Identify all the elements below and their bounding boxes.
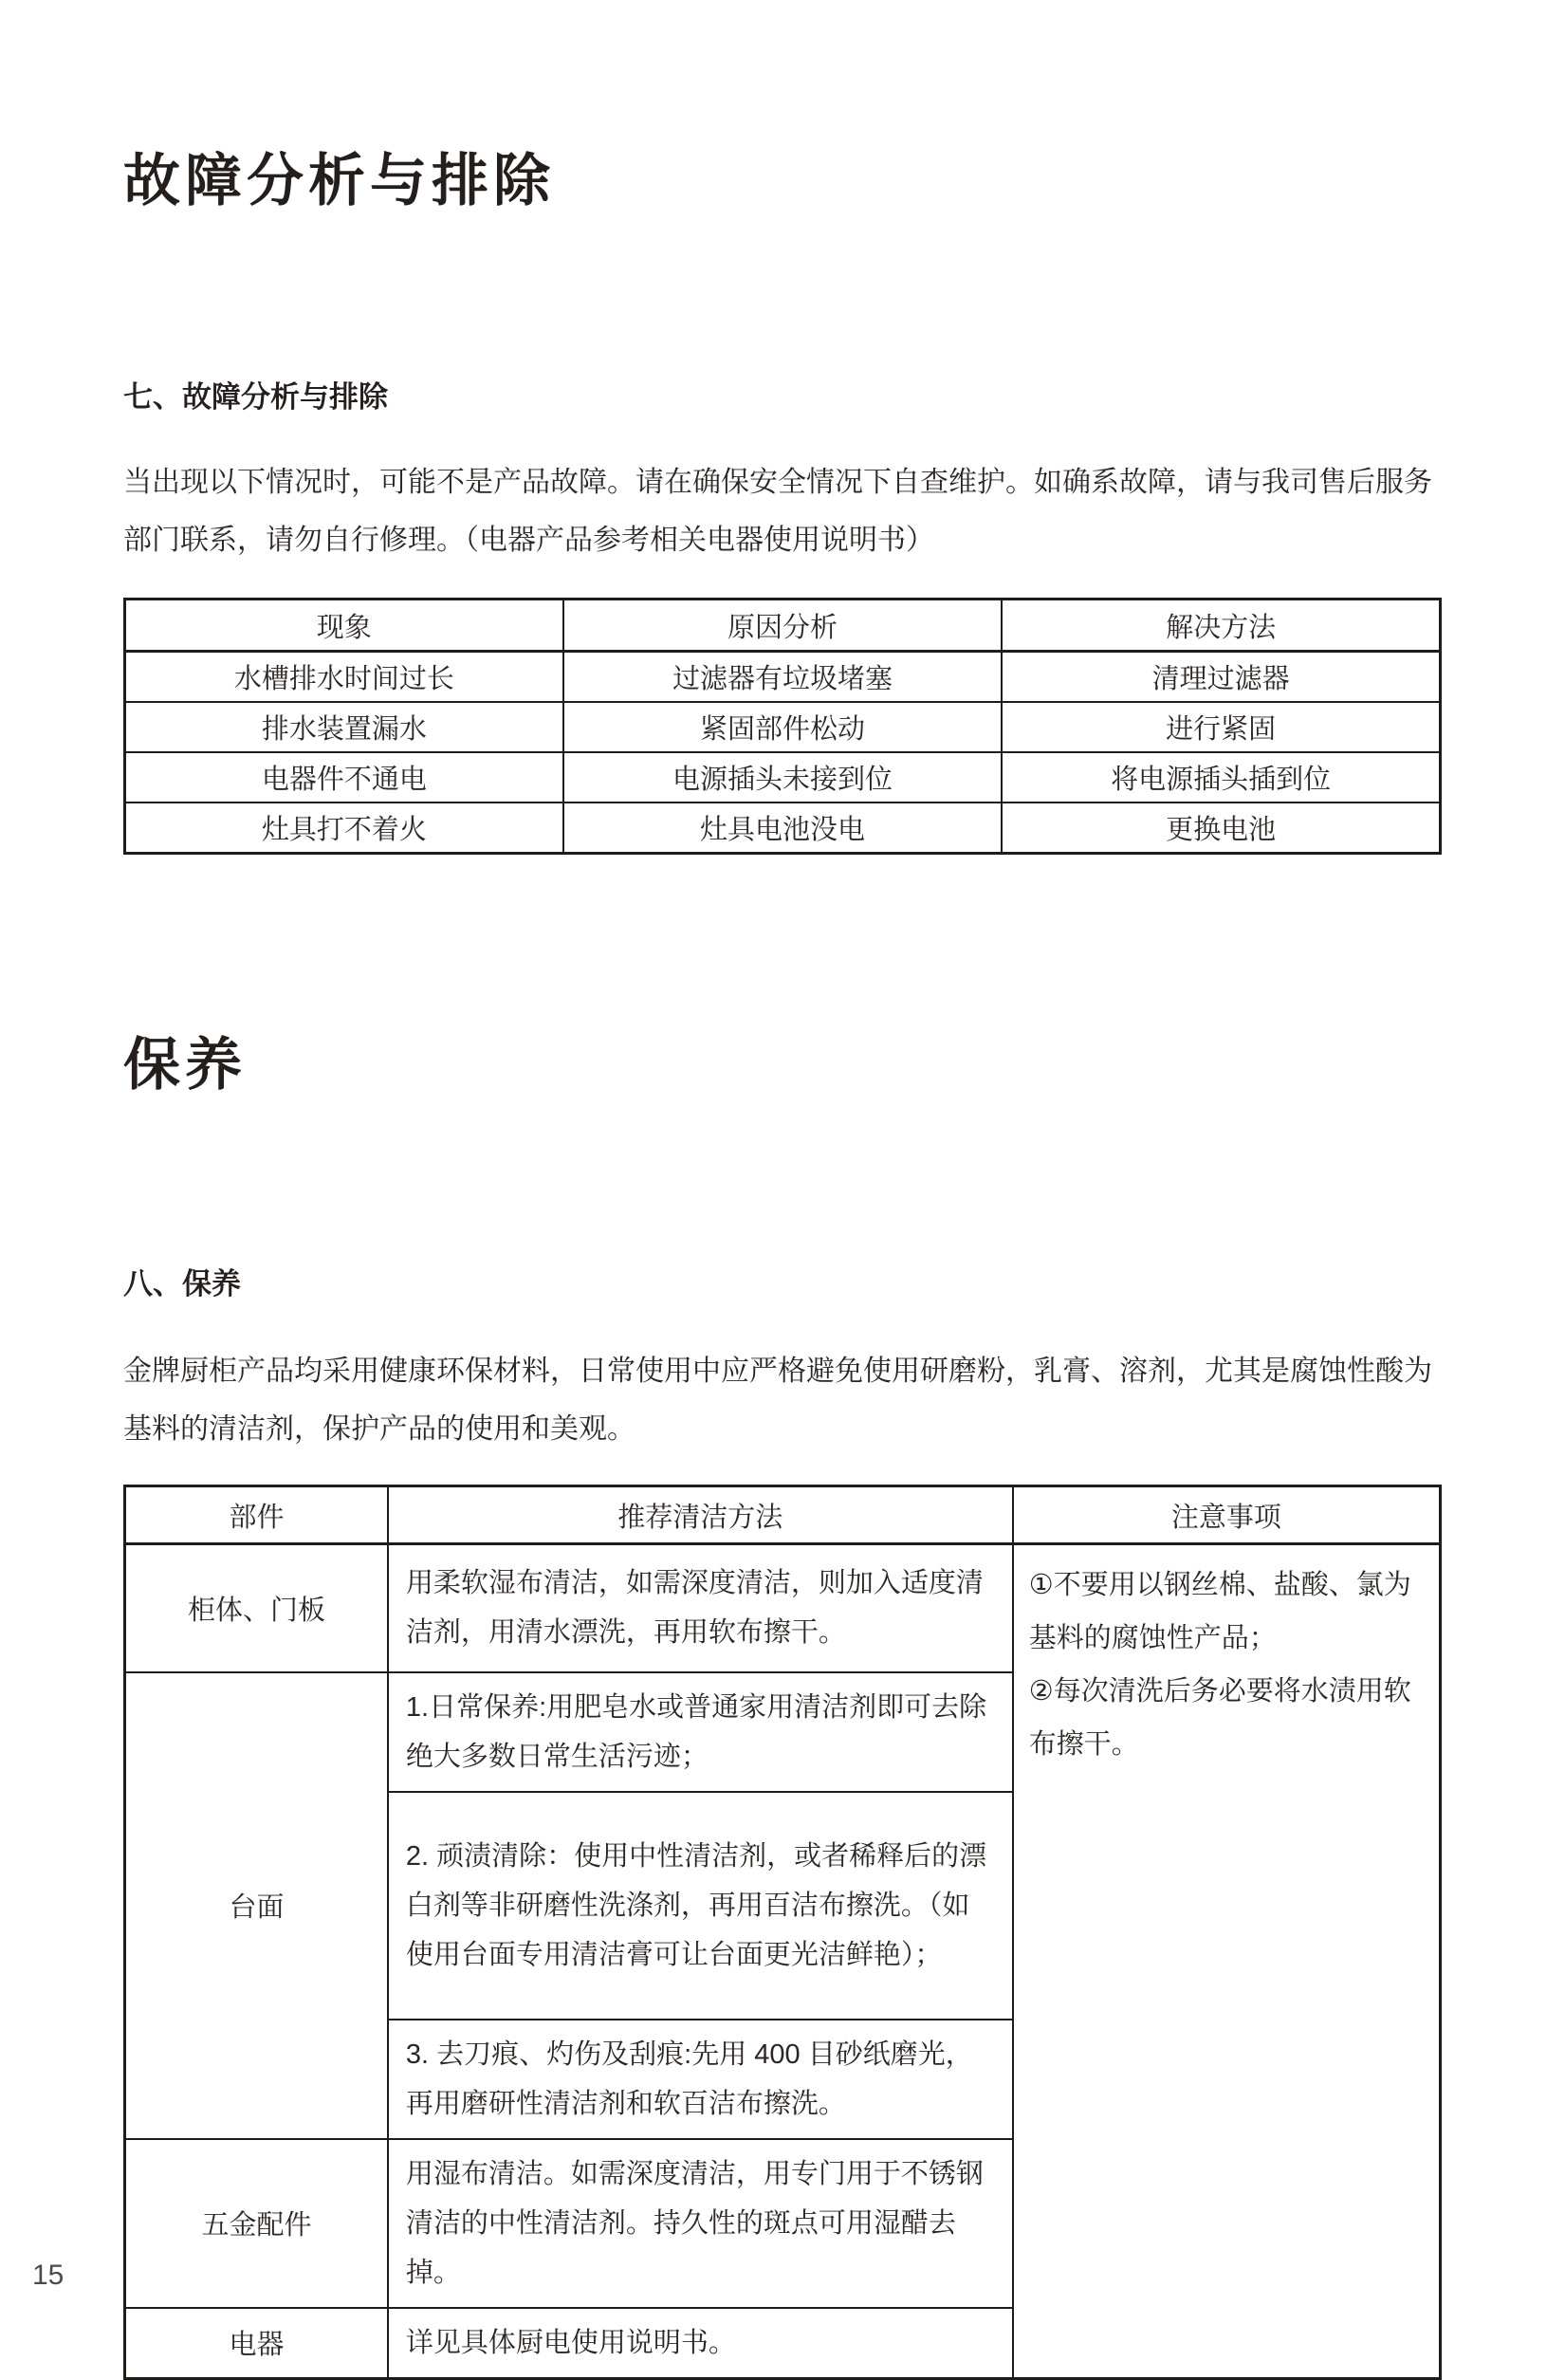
- care-method-cell: 3. 去刀痕、灼伤及刮痕:先用 400 目砂纸磨光，再用磨研性清洁剂和软百洁布擦洗。: [388, 2020, 1013, 2139]
- page-title-fault: 故障分析与排除: [123, 149, 555, 212]
- fault-table-row: [125, 652, 1441, 703]
- care-method-cell: 详见具体厨电使用说明书。: [388, 2308, 1013, 2379]
- care-table: [123, 1485, 1442, 2380]
- fault-table-row: [125, 702, 1441, 752]
- care-part-cell: 台面: [125, 1672, 388, 2139]
- care-table-row: [125, 1544, 1441, 1672]
- fault-column-header: 现象: [125, 600, 563, 652]
- fault-table-cell: 过滤器有垃圾堵塞: [563, 652, 1002, 703]
- fault-table-row: [125, 803, 1441, 854]
- care-part-cell: 五金配件: [125, 2139, 388, 2308]
- care-table-header-row: [125, 1486, 1441, 1544]
- fault-table-cell: 进行紧固: [1002, 702, 1440, 752]
- fault-table-header: [125, 600, 1441, 652]
- fault-column-header: 原因分析: [563, 600, 1002, 652]
- care-table-body: [125, 1544, 1441, 2379]
- section-heading-fault: 七、故障分析与排除: [123, 380, 388, 414]
- care-column-header: 注意事项: [1013, 1486, 1441, 1544]
- care-part-cell: 电器: [125, 2308, 388, 2379]
- fault-table-cell: 更换电池: [1002, 803, 1440, 854]
- fault-table-cell: 灶具打不着火: [125, 803, 563, 854]
- fault-table-cell: 排水装置漏水: [125, 702, 563, 752]
- care-method-cell: 用湿布清洁。如需深度清洁，用专门用于不锈钢清洁的中性清洁剂。持久性的斑点可用湿醋去掉。: [388, 2139, 1013, 2308]
- fault-table: [123, 598, 1442, 855]
- care-method-cell: 2. 顽渍清除：使用中性清洁剂，或者稀释后的漂白剂等非研磨性洗涤剂，再用百洁布擦洗。（如使用台面专用清洁膏可让台面更光洁鲜艳）；: [388, 1792, 1013, 2020]
- care-table-header: [125, 1486, 1441, 1544]
- fault-table-cell: 将电源插头插到位: [1002, 752, 1440, 803]
- care-method-cell: 用柔软湿布清洁，如需深度清洁，则加入适度清洁剂，用清水漂洗，再用软布擦干。: [388, 1544, 1013, 1672]
- care-column-header: 部件: [125, 1486, 388, 1544]
- page-title-care: 保养: [123, 1033, 247, 1097]
- fault-table-cell: 紧固部件松动: [563, 702, 1002, 752]
- fault-table-cell: 电源插头未接到位: [563, 752, 1002, 803]
- fault-table-cell: 水槽排水时间过长: [125, 652, 563, 703]
- section-heading-care: 八、保养: [123, 1267, 241, 1301]
- fault-table-cell: 电器件不通电: [125, 752, 563, 803]
- fault-table-row: [125, 752, 1441, 803]
- care-intro-paragraph: 金牌厨柜产品均采用健康环保材料，日常使用中应严格避免使用研磨粉，乳膏、溶剂，尤其是腐蚀性酸为基料的清洁剂，保护产品的使用和美观。: [123, 1356, 1432, 1445]
- page-number: 15: [32, 2260, 64, 2291]
- care-method-cell: 1.日常保养:用肥皂水或普通家用清洁剂即可去除绝大多数日常生活污迹；: [388, 1672, 1013, 1792]
- fault-intro-paragraph: 当出现以下情况时，可能不是产品故障。请在确保安全情况下自查维护。如确系故障，请与我司售后服务部门联系，请勿自行修理。（电器产品参考相关电器使用说明书）: [123, 467, 1432, 556]
- fault-column-header: 解决方法: [1002, 600, 1440, 652]
- fault-table-cell: 灶具电池没电: [563, 803, 1002, 854]
- care-notes-cell: [1013, 1544, 1441, 2379]
- care-part-cell: 柜体、门板: [125, 1544, 388, 1672]
- fault-table-body: [125, 652, 1441, 854]
- fault-table-header-row: [125, 600, 1441, 652]
- care-column-header: 推荐清洁方法: [388, 1486, 1013, 1544]
- fault-table-cell: 清理过滤器: [1002, 652, 1440, 703]
- care-note-line: ②每次清洗后务必要将水渍用软布擦干。: [1028, 1676, 1411, 1760]
- care-note-line: ①不要用以钢丝棉、盐酸、氯为基料的腐蚀性产品；: [1028, 1570, 1411, 1653]
